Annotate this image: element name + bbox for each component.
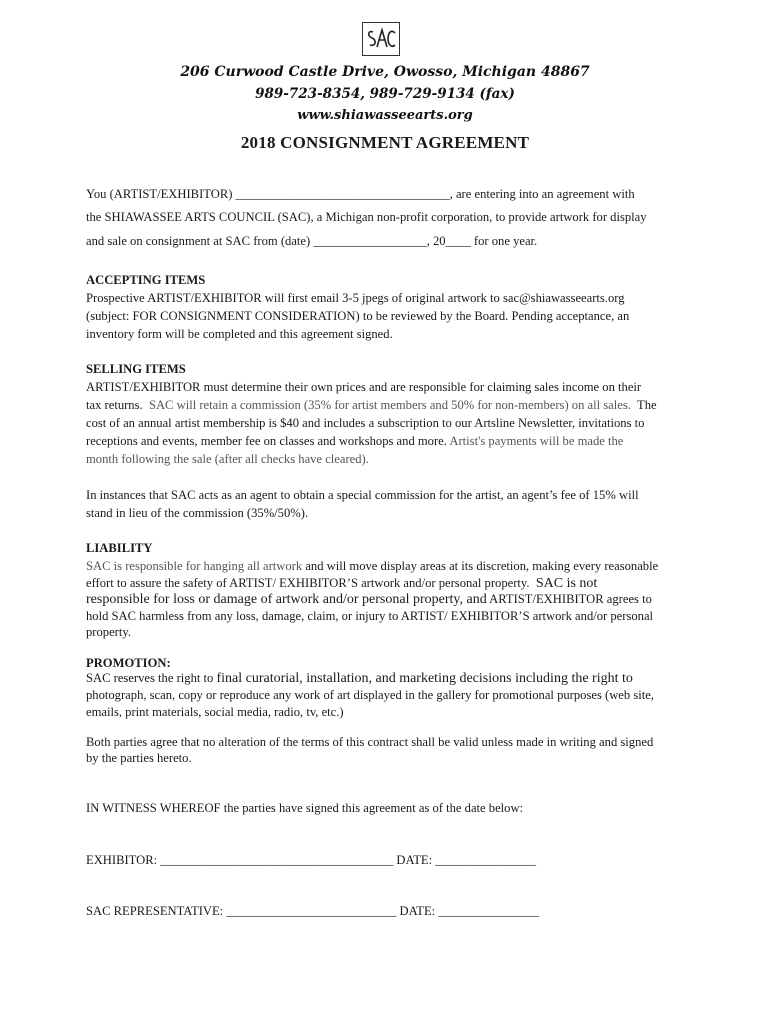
payment-text: Artist's payments will be made the <box>449 434 624 448</box>
sac-representative-signature-line: SAC REPRESENTATIVE: ___________________________ DATE: ________________ <box>86 904 540 918</box>
promotion-line-1a: SAC reserves the right to <box>86 671 214 685</box>
promotion-line-2: photograph, scan, copy or reproduce any work of art displayed in the gallery for promotional purposes (web site, <box>86 688 654 702</box>
selling-line-2c: The <box>637 398 657 412</box>
letterhead-phone: 989-723-8354, 989-729-9134 (fax) <box>255 86 515 102</box>
agreement-line-2: by the parties hereto. <box>86 751 192 765</box>
commission-text: SAC will retain a commission (35% for artist members and 50% for non-members) on all sales. <box>148 398 631 412</box>
accepting-line-1: Prospective ARTIST/EXHIBITOR will first email 3-5 jpegs of original artwork to sac@shiawasseearts.org <box>86 291 625 305</box>
document-title: 2018 CONSIGNMENT AGREEMENT <box>240 133 530 152</box>
promotion-heading: PROMOTION: <box>86 656 171 670</box>
agent-line-1: In instances that SAC acts as an agent to obtain a special commission for the artist, an agent’s fee of 15% will <box>86 488 639 502</box>
intro-line-3: and sale on consignment at SAC from (date) __________________, 20____ for one year. <box>86 234 538 248</box>
liability-line-1a: SAC is responsible for hanging all artwork <box>86 559 303 573</box>
accepting-line-2: (subject: FOR CONSIGNMENT CONSIDERATION) to be reviewed by the Board. Pending acceptance, an <box>86 309 630 323</box>
intro-line-2: the SHIAWASSEE ARTS COUNCIL (SAC), a Michigan non-profit corporation, to provide artwork for display <box>86 210 647 224</box>
selling-line-1: ARTIST/EXHIBITOR must determine their own prices and are responsible for claiming sales income on their <box>86 380 642 394</box>
exhibitor-signature-line: EXHIBITOR: _____________________________________ DATE: ________________ <box>86 853 536 867</box>
liability-line-1 <box>86 559 658 574</box>
liability-line-4: hold SAC harmless from any loss, damage, claim, or injury to ARTIST/ EXHIBITOR’S artwork and/or personal <box>86 609 654 623</box>
liability-heading: LIABILITY <box>86 541 153 555</box>
liability-line-1b: and will move display areas at its discretion, making every reasonable <box>305 559 659 573</box>
liability-line-3b: ARTIST/EXHIBITOR agrees to <box>489 592 652 606</box>
selling-line-4 <box>86 434 623 449</box>
liability-line-2b: SAC is not <box>535 576 598 591</box>
accepting-heading: ACCEPTING ITEMS <box>86 273 206 287</box>
liability-line-5: property. <box>86 625 131 639</box>
selling-line-2 <box>86 398 657 413</box>
selling-line-2a: tax returns. <box>86 398 143 412</box>
liability-line-2 <box>86 576 597 592</box>
promotion-line-1 <box>86 671 633 687</box>
liability-line-3a: responsible for loss or damage of artwork and/or personal property, and <box>86 592 487 607</box>
sac-logo-mark <box>364 24 398 54</box>
selling-line-5: month following the sale (after all checks have cleared). <box>86 452 369 466</box>
selling-heading: SELLING ITEMS <box>86 362 186 376</box>
intro-line-1: You (ARTIST/EXHIBITOR) __________________________________, are entering into an agreement with <box>86 187 635 201</box>
letterhead-address: 206 Curwood Castle Drive, Owosso, Michigan 48867 <box>180 64 590 80</box>
letterhead-website: www.shiawasseearts.org <box>297 108 473 123</box>
accepting-line-3: inventory form will be completed and this agreement signed. <box>86 327 393 341</box>
sac-logo <box>362 22 400 56</box>
selling-line-3: cost of an annual artist membership is $40 and includes a subscription to our Artsline Newsletter, invitations to <box>86 416 645 430</box>
selling-line-4a: receptions and events, member fee on classes and workshops and more. <box>86 434 447 448</box>
agreement-line-1: Both parties agree that no alteration of the terms of this contract shall be valid unless made in writing and signed <box>86 735 654 749</box>
promotion-line-3: emails, print materials, social media, radio, tv, etc.) <box>86 705 344 719</box>
liability-line-3 <box>86 592 652 608</box>
agent-line-2: stand in lieu of the commission (35%/50%). <box>86 506 309 520</box>
promotion-line-1b: final curatorial, installation, and marketing decisions including the right to <box>216 671 633 686</box>
witness-statement: IN WITNESS WHEREOF the parties have signed this agreement as of the date below: <box>86 801 524 815</box>
liability-line-2a: effort to assure the safety of ARTIST/ EXHIBITOR’S artwork and/or personal property. <box>86 576 530 590</box>
